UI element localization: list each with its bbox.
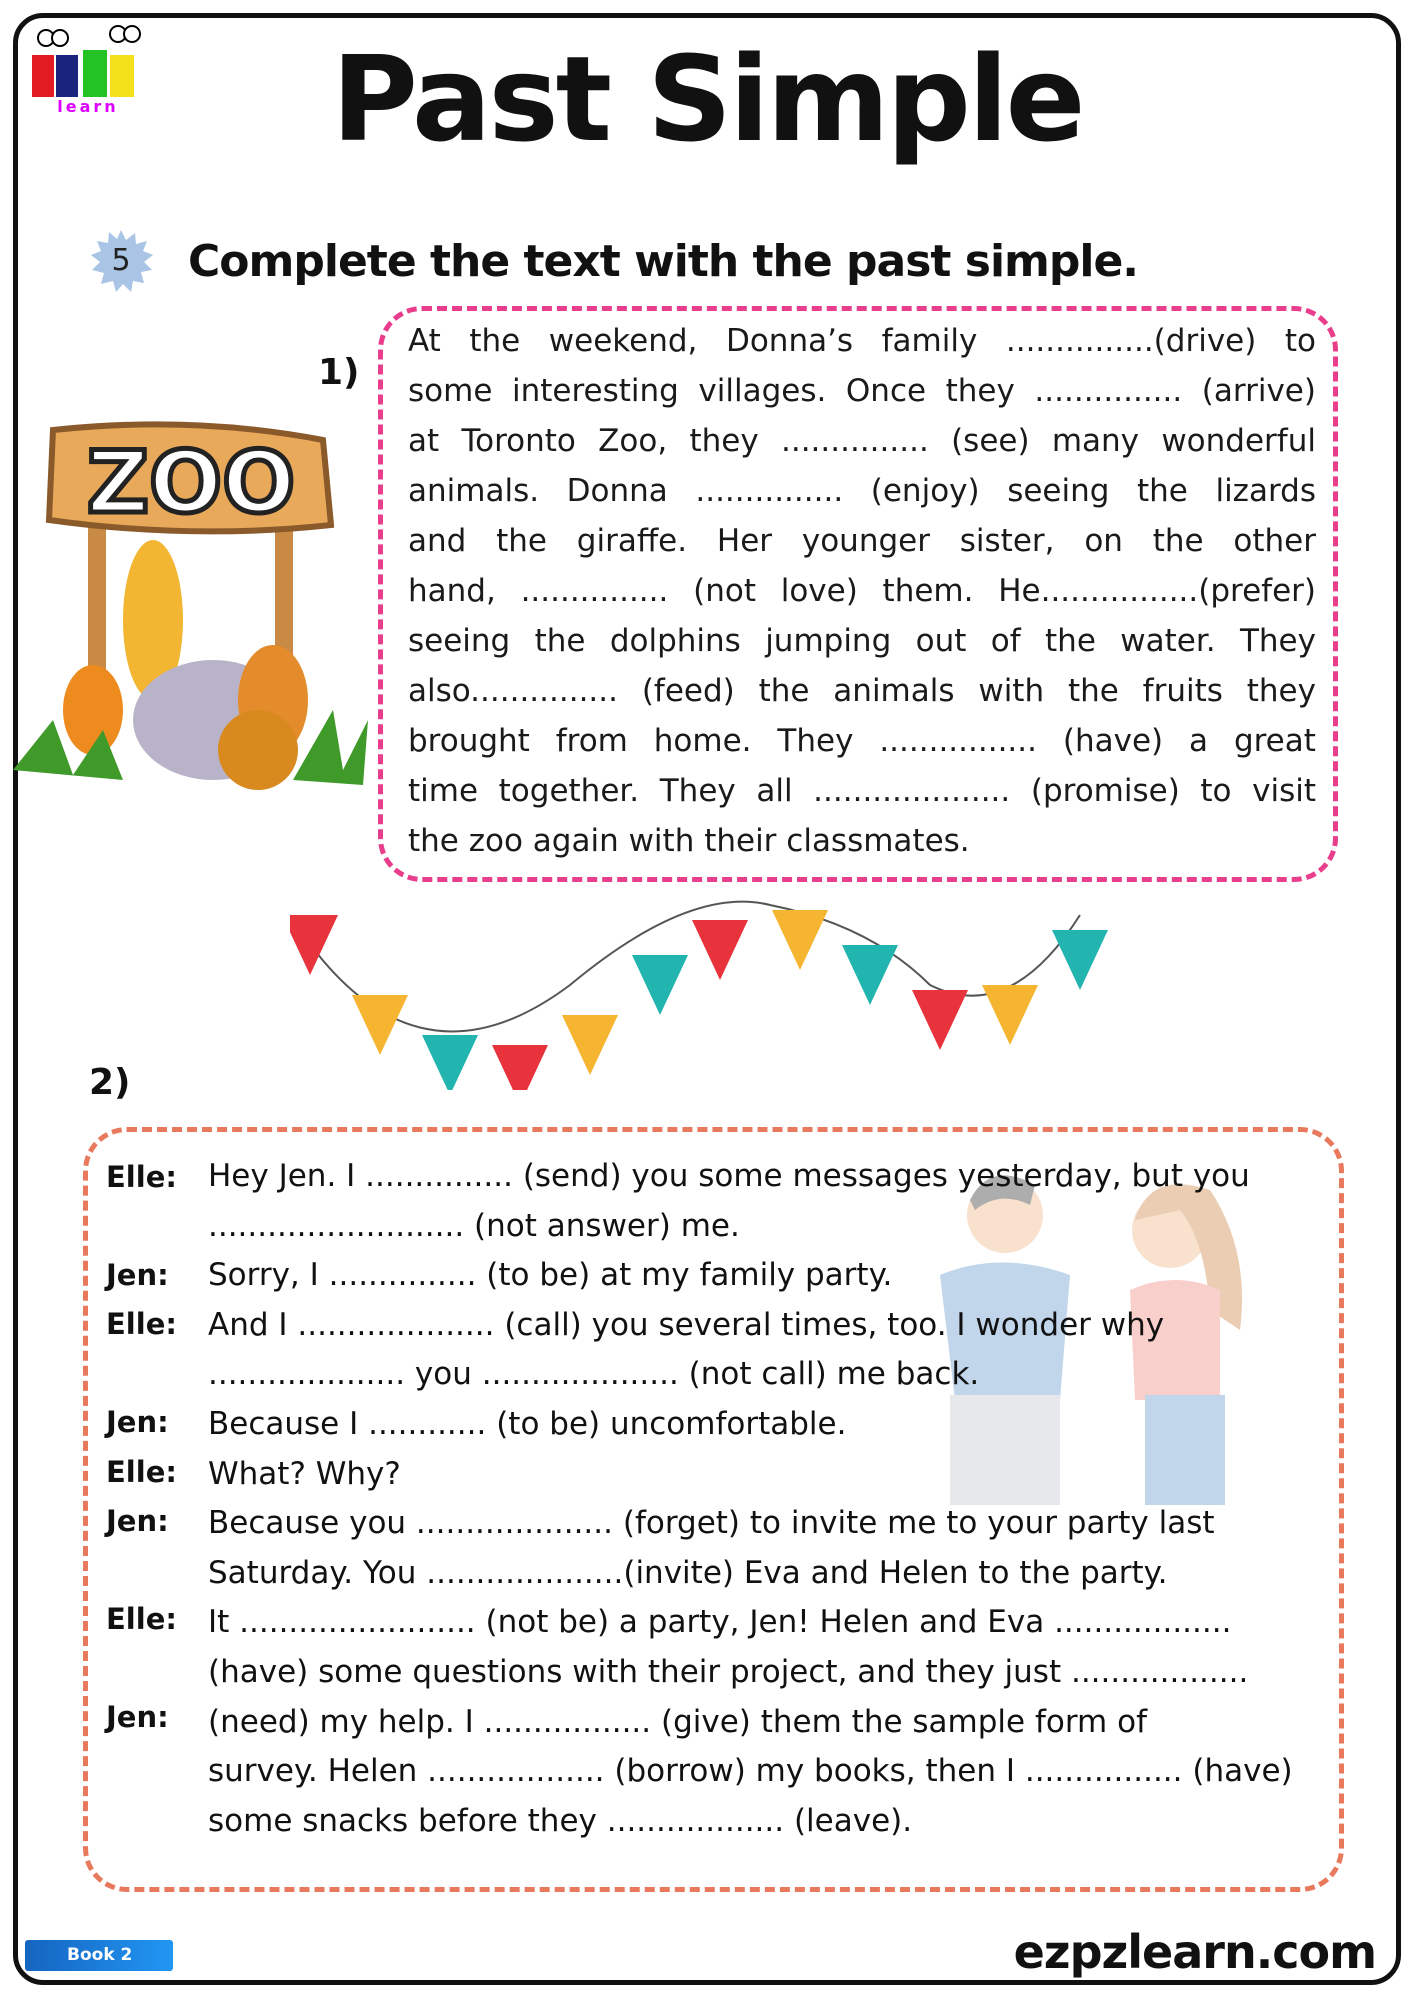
passage-word: ...............	[1034, 373, 1183, 409]
passage-word: They	[659, 773, 736, 809]
passage-word: ...............	[695, 473, 844, 509]
passage-word: villages.	[698, 373, 827, 409]
zoo-sign-text: ZOO	[86, 433, 296, 533]
passage-word: they	[945, 373, 1015, 409]
passage-word: seeing	[1007, 473, 1110, 509]
passage-word: Once	[845, 373, 927, 409]
passage-word: (arrive)	[1201, 373, 1316, 409]
bunting-flag	[352, 995, 408, 1055]
passage-word: Toronto	[461, 423, 576, 459]
passage-word: the	[534, 623, 586, 659]
passage-word: (feed)	[641, 673, 735, 709]
passage-word: They	[1239, 623, 1316, 659]
part1-label: 1)	[318, 352, 360, 393]
dialogue-line: Saturday. You ....................(invite) Eva and Helen to the party.	[208, 1554, 1168, 1591]
passage-word: water.	[1120, 623, 1216, 659]
book-badge: Book 2	[25, 1940, 173, 1971]
bunting-flag	[632, 955, 688, 1015]
bunting-flag	[422, 1035, 478, 1090]
bunting-flag	[562, 1015, 618, 1075]
passage-word: the zoo again with their classmates.	[408, 823, 970, 859]
passage-word: ...............(drive)	[1005, 323, 1257, 359]
passage-line	[408, 616, 1316, 666]
passage-word: younger	[801, 523, 930, 559]
exercise-number: 5	[111, 243, 131, 278]
passage-word: some	[408, 373, 493, 409]
passage-word: ...............	[520, 573, 669, 609]
dialogue-line: Sorry, I ............... (to be) at my family party.	[208, 1257, 893, 1294]
passage-word: They	[777, 723, 854, 759]
passage-word: (promise)	[1030, 773, 1180, 809]
passage-word: other	[1233, 523, 1316, 559]
passage-word: ................	[879, 723, 1037, 759]
bunting-flag	[982, 985, 1038, 1045]
passage-word: and	[408, 523, 467, 559]
passage-line	[408, 516, 1316, 566]
passage-word: love)	[780, 573, 858, 609]
passage-word: the	[1152, 523, 1204, 559]
speaker-label: Jen:	[106, 1258, 169, 1292]
passage-word: they	[689, 423, 759, 459]
speaker-label: Jen:	[106, 1504, 169, 1538]
passage-word: the	[1045, 623, 1096, 659]
passage-line	[408, 666, 1316, 716]
passage-word: animals.	[408, 473, 540, 509]
passage-line	[408, 766, 1316, 816]
passage-word: out	[915, 623, 967, 659]
bunting-flag	[912, 990, 968, 1050]
passage-word: lizards	[1215, 473, 1316, 509]
dialogue-line: (have) some questions with their project, and they just ..................	[208, 1654, 1249, 1690]
passage-word: time	[408, 773, 479, 809]
bunting-flag	[772, 910, 828, 970]
passage-line	[408, 816, 1316, 866]
website-url: ezpzlearn.com	[1013, 1925, 1376, 1979]
exercise-instruction: Complete the text with the past simple.	[188, 236, 1139, 287]
passage-word: hand,	[408, 573, 496, 609]
passage-word: interesting	[511, 373, 679, 409]
passage-word: At	[408, 323, 441, 359]
passage-line	[408, 416, 1316, 466]
dialogue-line: What? Why?	[208, 1455, 401, 1492]
passage-word: with	[978, 673, 1045, 709]
passage-word: (not	[693, 573, 756, 609]
dialogue-line: .................... you .................... (not call) me back.	[208, 1356, 980, 1393]
passage-text	[408, 316, 1316, 866]
passage-word: Donna’s	[725, 323, 854, 359]
passage-word: the	[758, 673, 810, 709]
page-title: Past Simple	[331, 30, 1083, 168]
svg-text:learn: learn	[57, 97, 119, 115]
passage-word: home.	[653, 723, 752, 759]
passage-line	[408, 716, 1316, 766]
zoo-illustration	[13, 420, 373, 795]
bunting-flag	[492, 1045, 548, 1090]
passage-word: family	[881, 323, 978, 359]
bunting-flag	[290, 915, 338, 975]
passage-word: jumping	[765, 623, 892, 659]
passage-word: giraffe.	[576, 523, 688, 559]
passage-word: also...............	[408, 673, 618, 709]
passage-word: the	[469, 323, 521, 359]
dialogue-line: (need) my help. I ................. (give) them the sample form of	[208, 1703, 1147, 1740]
passage-line	[408, 566, 1316, 616]
bunting-decoration	[290, 875, 1130, 1090]
passage-word: to	[1200, 773, 1232, 809]
passage-word: (enjoy)	[870, 473, 980, 509]
dialogue-line: some snacks before they .................. (leave).	[208, 1802, 913, 1839]
passage-word: ....................	[813, 773, 1011, 809]
dialogue-line: survey. Helen .................. (borrow) my books, then I ................ (have)	[208, 1753, 1293, 1790]
passage-word: Donna	[566, 473, 668, 509]
speaker-label: Jen:	[106, 1405, 169, 1439]
passage-line	[408, 316, 1316, 366]
speaker-label: Elle:	[106, 1602, 177, 1636]
passage-word: a	[1189, 723, 1209, 759]
speaker-label: Elle:	[106, 1455, 177, 1489]
passage-word: animals	[833, 673, 955, 709]
dialogue-line: Hey Jen. I ............... (send) you some messages yesterday, but you	[208, 1158, 1250, 1194]
passage-word: the	[1067, 673, 1119, 709]
passage-word: at	[408, 423, 440, 459]
passage-word: all	[756, 773, 793, 809]
part2-label: 2)	[89, 1062, 131, 1103]
dialogue-line: Because you .................... (forget) to invite me to your party last	[208, 1505, 1215, 1542]
passage-word: together.	[498, 773, 640, 809]
passage-word: visit	[1252, 773, 1316, 809]
bunting-flag	[842, 945, 898, 1005]
passage-word: brought	[408, 723, 530, 759]
passage-word: many	[1051, 423, 1140, 459]
passage-word: sister,	[959, 523, 1055, 559]
passage-word: (see)	[951, 423, 1030, 459]
passage-word: the	[1137, 473, 1188, 509]
passage-word: on	[1084, 523, 1123, 559]
bunting-flag	[692, 920, 748, 980]
passage-line	[408, 466, 1316, 516]
dialogue-line: Because I ............ (to be) uncomfortable.	[208, 1406, 847, 1442]
passage-word: the	[496, 523, 547, 559]
dialogue-line: It ........................ (not be) a party, Jen! Helen and Eva ..................	[208, 1604, 1232, 1641]
passage-word: to	[1284, 323, 1316, 359]
speaker-label: Elle:	[106, 1307, 177, 1341]
passage-word: (have)	[1062, 723, 1164, 759]
passage-word: wonderful	[1161, 423, 1316, 459]
passage-word: they	[1246, 673, 1316, 709]
passage-word: Zoo,	[598, 423, 668, 459]
passage-word: from	[555, 723, 628, 759]
passage-word: weekend,	[548, 323, 698, 359]
dialogue-line: .......................... (not answer) me.	[208, 1207, 740, 1244]
passage-word: He................(prefer)	[998, 573, 1316, 609]
passage-word: dolphins	[609, 623, 741, 659]
dialogue-line: And I .................... (call) you several times, too. I wonder why	[208, 1306, 1165, 1343]
passage-word: fruits	[1142, 673, 1223, 709]
bunting-flag	[1052, 930, 1108, 990]
passage-word: of	[990, 623, 1021, 659]
passage-word: seeing	[408, 623, 511, 659]
speaker-label: Elle:	[106, 1160, 177, 1194]
passage-line	[408, 366, 1316, 416]
passage-word: them.	[882, 573, 974, 609]
speaker-label: Jen:	[106, 1700, 169, 1734]
passage-word: ...............	[780, 423, 929, 459]
passage-word: great	[1233, 723, 1316, 759]
passage-word: Her	[716, 523, 773, 559]
